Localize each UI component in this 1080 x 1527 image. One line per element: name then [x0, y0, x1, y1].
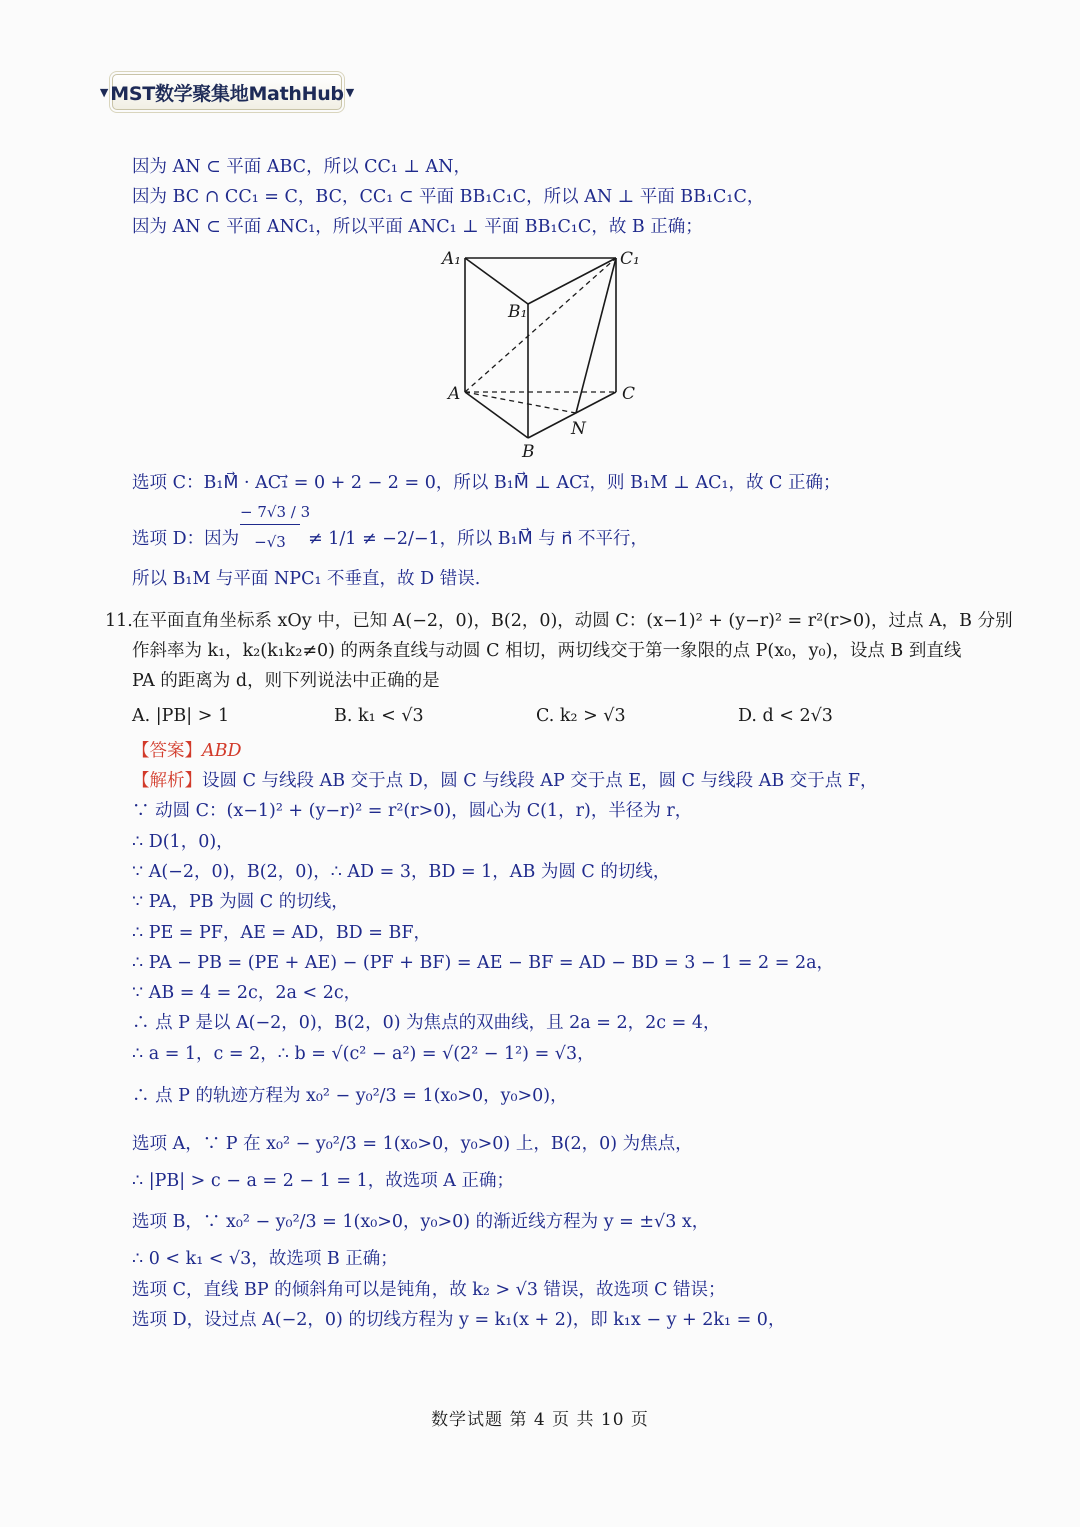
analysis-line-13: ∴ |PB| > c − a = 2 − 1 = 1，故选项 A 正确；	[132, 1171, 514, 1191]
option-c: C. k₂ > √3	[536, 706, 626, 726]
label-b: B	[522, 442, 535, 462]
analysis-line-4: ∵ A(−2，0)，B(2，0)，∴ AD = 3，BD = 1，AB 为圆 C 的切线，	[132, 862, 671, 882]
option-d-prefix: 选项 D：因为	[132, 529, 240, 549]
logo-text: MST数学聚集地MathHub	[110, 82, 344, 105]
label-n: N	[571, 419, 586, 439]
analysis-label: 【解析】	[132, 771, 202, 791]
analysis-line-5: ∵ PA，PB 为圆 C 的切线，	[132, 892, 349, 912]
edge-ac1-dashed	[465, 258, 616, 392]
label-c1: C₁	[620, 249, 640, 269]
edge-a1b1	[465, 258, 528, 304]
label-a: A	[448, 384, 461, 404]
analysis-line-15: ∴ 0 < k₁ < √3，故选项 B 正确；	[132, 1249, 398, 1269]
answer-value: ABD	[202, 741, 242, 761]
solution-line-2: 因为 BC ∩ CC₁ = C，BC，CC₁ ⊂ 平面 BB₁C₁C，所以 AN ⊥ 平面 BB₁C₁C，	[132, 187, 765, 207]
solution-line-3: 因为 AN ⊂ 平面 ANC₁，所以平面 ANC₁ ⊥ 平面 BB₁C₁C，故 B 正确；	[132, 217, 703, 237]
analysis-line-7: ∴ PA − PB = (PE + AE) − (PF + BF) = AE − BF = AD − BD = 3 − 1 = 2 = 2a，	[132, 953, 835, 973]
fraction-top: − 7√3 / 3	[240, 500, 300, 525]
label-b1: B₁	[508, 302, 528, 322]
answer-line	[132, 738, 242, 764]
edge-ab	[465, 392, 528, 438]
analysis-line-11: ∴ 点 P 的轨迹方程为 x₀² − y₀²/3 = 1(x₀>0，y₀>0)，	[132, 1086, 568, 1106]
analysis-line-14: 选项 B，∵ x₀² − y₀²/3 = 1(x₀>0，y₀>0) 的渐近线方程为 y = ±√3 x，	[132, 1212, 710, 1232]
analysis-line-2: ∵ 动圆 C：(x−1)² + (y−r)² = r²(r>0)，圆心为 C(1，r)，半径为 r，	[132, 801, 693, 821]
analysis-line-1	[132, 768, 877, 794]
option-d-rest: ≠ 1/1 ≠ −2/−1，所以 B₁M⃗ 与 n⃗ 不平行，	[308, 529, 648, 549]
question-line-2: 作斜率为 k₁，k₂(k₁k₂≠0) 的两条直线与动圆 C 相切，两切线交于第一象限的点 P(x₀，y₀)，设点 B 到直线	[132, 641, 962, 661]
solution-conclusion: 所以 B₁M 与平面 NPC₁ 不垂直，故 D 错误.	[132, 569, 481, 589]
label-a1: A₁	[442, 249, 462, 269]
question-number: 11.	[105, 611, 133, 631]
edge-b1c1	[528, 258, 616, 304]
logo-badge	[99, 74, 355, 110]
triangle-down-icon: ▼	[99, 85, 109, 99]
solution-option-c: 选项 C：B₁M⃗ · AC₁⃗ = 0 + 2 − 2 = 0，所以 B₁M⃗ ⊥ AC₁⃗，则 B₁M ⊥ AC₁，故 C 正确；	[132, 473, 841, 493]
analysis-line-6: ∴ PE = PF，AE = AD，BD = BF，	[132, 923, 432, 943]
label-c: C	[622, 384, 636, 404]
analysis-line-8: ∵ AB = 4 = 2c，2a < 2c，	[132, 983, 362, 1003]
analysis-line-9: ∴ 点 P 是以 A(−2，0)，B(2，0) 为焦点的双曲线，且 2a = 2，2c = 4，	[132, 1013, 721, 1033]
edge-an-dashed	[465, 392, 576, 413]
option-b: B. k₁ < √3	[334, 706, 424, 726]
answer-label: 【答案】	[132, 741, 202, 761]
analysis-line-16: 选项 C，直线 BP 的倾斜角可以是钝角，故 k₂ > √3 错误，故选项 C 错误；	[132, 1280, 726, 1300]
page-footer: 数学试题 第 4 页 共 10 页	[431, 1410, 649, 1430]
analysis-text: 设圆 C 与线段 AB 交于点 D，圆 C 与线段 AP 交于点 E，圆 C 与线段 AB 交于点 F，	[202, 771, 878, 791]
analysis-line-17: 选项 D，设过点 A(−2，0) 的切线方程为 y = k₁(x + 2)，即 k₁x − y + 2k₁ = 0，	[132, 1310, 786, 1330]
analysis-line-3: ∴ D(1，0)，	[132, 832, 234, 852]
analysis-line-12: 选项 A，∵ P 在 x₀² − y₀²/3 = 1(x₀>0，y₀>0) 上，B(2，0) 为焦点，	[132, 1134, 693, 1154]
edge-nc1	[576, 258, 616, 413]
question-line-1: 在平面直角坐标系 xOy 中，已知 A(−2，0)，B(2，0)，动圆 C：(x−1)² + (y−r)² = r²(r>0)，过点 A，B 分别	[132, 611, 1013, 631]
triangle-down-icon: ▼	[345, 85, 355, 99]
solution-line-1: 因为 AN ⊂ 平面 ABC，所以 CC₁ ⊥ AN，	[132, 157, 471, 177]
analysis-line-10: ∴ a = 1，c = 2，∴ b = √(c² − a²) = √(2² − 1²) = √3，	[132, 1044, 595, 1064]
question-line-3: PA 的距离为 d，则下列说法中正确的是	[132, 671, 440, 691]
prism-figure	[430, 240, 650, 465]
fraction-bottom: −√3	[254, 533, 286, 551]
option-a: A. |PB| > 1	[132, 706, 230, 726]
option-d: D. d < 2√3	[738, 706, 833, 726]
